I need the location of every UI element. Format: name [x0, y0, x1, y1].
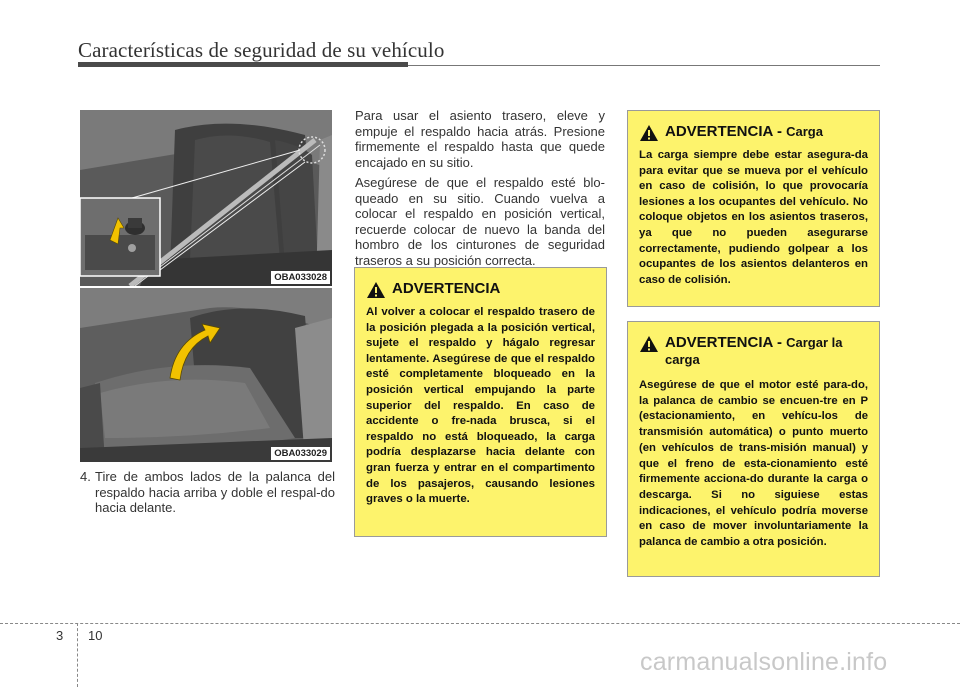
warning-box-loading: [627, 321, 880, 577]
folded-seat-illustration: [80, 288, 332, 462]
watermark: carmanualsonline.info: [640, 648, 888, 676]
warning-box-cargo: [627, 110, 880, 307]
page-header-title: Características de seguridad de su vehículo: [78, 38, 445, 62]
rear-seat-photo-bottom: [80, 288, 332, 462]
header-bar: [78, 62, 408, 67]
page-number: 10: [88, 628, 103, 643]
footer-rule: [0, 623, 960, 624]
warning-body: Al volver a colocar el respaldo trasero de la posición plegada a la posición vertical, sujete el respaldo y hágalo regresar lentamente. Asegúrese de que el respaldo esté completamente bloqueado en la posición vertical empujando la parte superior del respaldo. En caso de accidente o fre-nada brusca, si el respaldo no está bloqueado, la carga podría desplazarse hacia delante con gran fuerza y entrar en el compartimento de los pasajeros, causando lesiones graves o la muerte.: [366, 306, 595, 506]
warning-box-seatback: [354, 267, 607, 537]
image-code: OBA033029: [271, 447, 330, 460]
warning-triangle-icon: [366, 281, 386, 299]
step-number: 4.: [80, 469, 91, 484]
warning-header: [639, 334, 868, 368]
step-text: Tire de ambos lados de la palanca del respaldo hacia arriba y doble el respal-do hacia delante.: [95, 469, 335, 515]
warning-title-main: ADVERTENCIA -: [665, 123, 782, 140]
warning-body: Asegúrese de que el motor esté para-do, la palanca de cambio se encuen-tre en P (estacionamiento, en vehícu-los de transmisión automática) o punto muerto (en vehículos de trans-misión manual) y que el freno de esta-cionamiento esté firmemente acciona-do durante la carga o descarga. Si no siguiese estas indicaciones, el vehículo podría moverse en caso de mover involuntariamente la palanca de cambio a otra posición.: [639, 379, 868, 549]
image-code: OBA033028: [271, 271, 330, 284]
header-rule: [408, 65, 880, 66]
warning-header: [639, 123, 868, 142]
chapter-number: 3: [56, 628, 64, 643]
warning-title: [665, 123, 823, 140]
warning-title: ADVERTENCIA: [392, 280, 501, 297]
warning-title-sub: Carga: [786, 124, 823, 139]
intro-text: [355, 108, 605, 273]
step-4-instruction: [80, 469, 335, 516]
warning-body: La carga siempre debe estar asegura-da para evitar que se mueva por el vehículo en caso de colisión, lo que provocaría lesiones a los ocupantes del vehículo. No coloque objetos en los asientos traseros, ya que no pueden asegurarse correctamente, pudiendo golpear a los ocupantes de los asientos delanteros en caso de colisión.: [639, 149, 868, 286]
intro-paragraph: Asegúrese de que el respaldo esté blo-queado en su sitio. Cuando vuelva a colocar el respaldo en posición vertical, recuerde colocar de nuevo la banda del hombro de los cinturones de seguridad traseros a su posición correcta.: [355, 175, 605, 268]
warning-title-sub: Cargar la carga: [665, 335, 843, 367]
intro-paragraph: Para usar el asiento trasero, eleve y empuje el respaldo hacia atrás. Presione firmemente el respaldo hasta que quede encajado en su sitio.: [355, 108, 605, 170]
rear-seat-illustration: [80, 110, 332, 286]
warning-triangle-icon: [639, 124, 659, 142]
warning-triangle-icon: [639, 335, 659, 353]
warning-header: [366, 280, 595, 299]
warning-title: [665, 334, 868, 368]
warning-title-main: ADVERTENCIA -: [665, 334, 782, 351]
rear-seat-photo-top: [80, 110, 332, 286]
footer-divider: [77, 623, 78, 687]
